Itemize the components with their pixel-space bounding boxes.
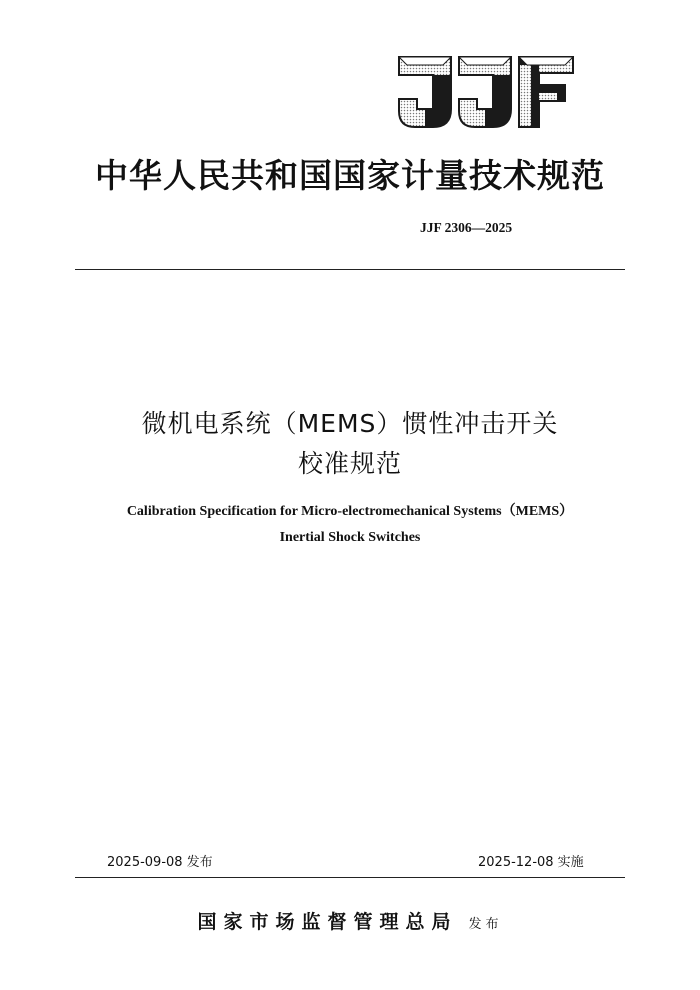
publisher-action: 发布	[468, 917, 503, 932]
english-title-line-2: Inertial Shock Switches	[279, 530, 421, 545]
issue-date: 2025-09-08 发布	[107, 855, 213, 870]
logo-letter-j-1	[399, 57, 451, 127]
regulation-series-title: 中华人民共和国国家计量技术规范	[95, 156, 605, 195]
standard-number: JJF 2306—2025	[420, 220, 513, 235]
effective-date: 2025-12-08 实施	[478, 855, 584, 870]
jjf-logo-mark	[397, 55, 575, 129]
logo-letter-j-2	[459, 57, 511, 127]
top-divider	[75, 269, 625, 270]
chinese-title-line-2: 校准规范	[297, 449, 402, 478]
publisher-line	[0, 907, 700, 934]
publisher-name: 国家市场监督管理总局	[197, 911, 458, 933]
english-title-line-1: Calibration Specification for Micro-electromechanical Systems（MEMS）	[126, 504, 574, 519]
jjf-logo	[397, 55, 575, 129]
bottom-divider	[75, 877, 625, 878]
chinese-title-line-1: 微机电系统（MEMS）惯性冲击开关	[141, 409, 559, 438]
logo-letter-f	[519, 57, 573, 127]
